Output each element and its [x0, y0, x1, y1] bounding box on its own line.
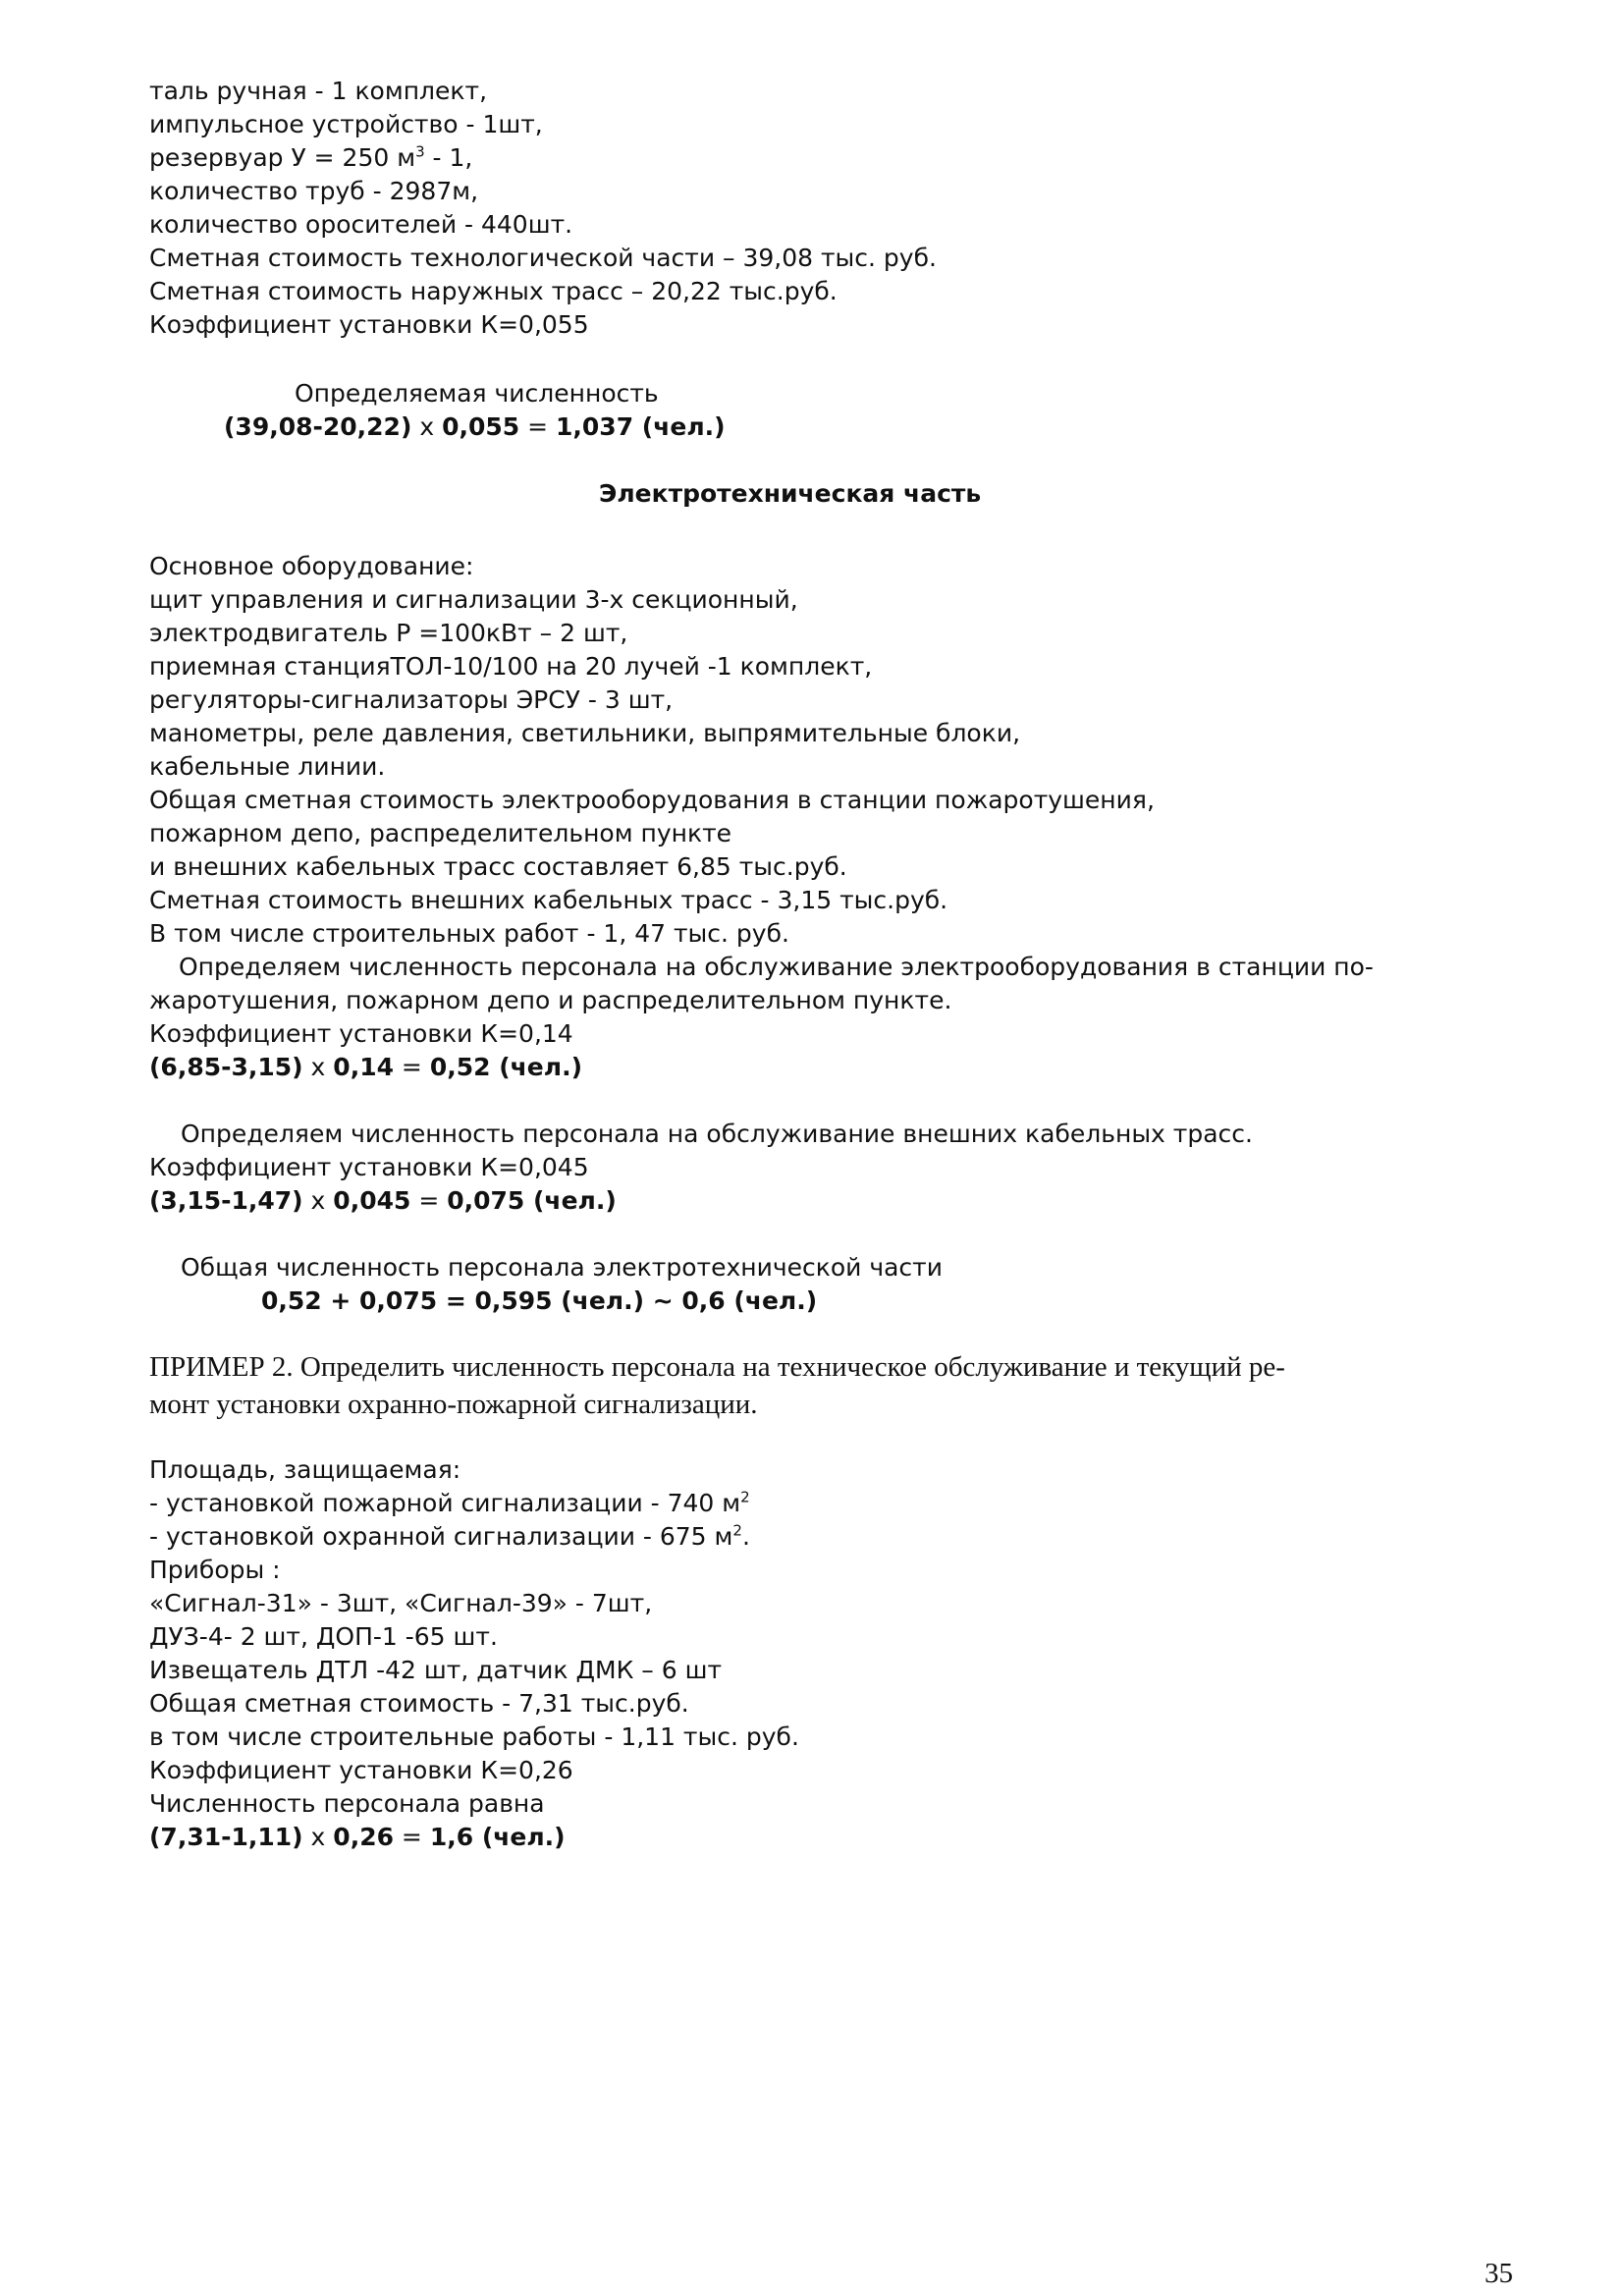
calc-formula [224, 410, 726, 443]
text-line: кабельные линии. [149, 752, 386, 781]
calc-formula [149, 1184, 617, 1217]
text-line: В том числе строительных работ - 1, 47 тыс. руб. [149, 919, 789, 948]
text-line: импульсное устройство - 1шт, [149, 110, 543, 138]
text-line: Общая сметная стоимость электрооборудования в станции пожаротушения, [149, 786, 1155, 814]
text-line: Сметная стоимость наружных трасс – 20,22 тыс.руб. [149, 277, 838, 305]
total-formula: 0,52 + 0,075 = 0,595 (чел.) ~ 0,6 (чел.) [261, 1286, 818, 1315]
text-line [149, 1520, 750, 1553]
text-span: - установкой пожарной сигнализации - 740 м [149, 1489, 741, 1517]
text-span: - установкой охранной сигнализации - 675 м [149, 1522, 733, 1551]
result: 1,6 (чел.) [429, 1823, 566, 1851]
text-line: пожарном депо, распределительном пункте [149, 819, 732, 847]
text-line: Общая сметная стоимость - 7,31 тыс.руб. [149, 1689, 689, 1718]
text-span: . [741, 1522, 750, 1551]
superscript: 3 [415, 142, 425, 161]
text-line [149, 141, 472, 174]
text-line: таль ручная - 1 комплект, [149, 77, 488, 105]
expr-b: 0,055 [442, 412, 520, 441]
text-line: количество оросителей - 440шт. [149, 210, 573, 239]
operator: х [302, 1823, 334, 1851]
expr-a: (39,08-20,22) [224, 412, 412, 441]
text-line: жаротушения, пожарном депо и распределительном пункте. [149, 986, 952, 1014]
text-line [149, 1487, 750, 1519]
calc-label: Определяемая численность [295, 379, 659, 408]
operator: = [393, 1053, 430, 1081]
expr-b: 0,14 [333, 1053, 394, 1081]
text-line: «Сигнал-31» - 3шт, «Сигнал-39» - 7шт, [149, 1589, 653, 1617]
expr-a: (7,31-1,11) [149, 1823, 303, 1851]
expr-b: 0,045 [333, 1186, 411, 1215]
calc-formula [149, 1051, 582, 1083]
page-number: 35 [1485, 2258, 1513, 2289]
text-line: Определяем численность персонала на обслуживание электрооборудования в станции по- [179, 953, 1374, 981]
operator: = [410, 1186, 448, 1215]
text-line: Извещатель ДТЛ -42 шт, датчик ДМК – 6 шт [149, 1656, 723, 1684]
result: 1,037 (чел.) [556, 412, 726, 441]
text-line: Коэффициент установки К=0,14 [149, 1019, 573, 1048]
operator: = [393, 1823, 430, 1851]
example-heading-line: монт установки охранно-пожарной сигнализации. [149, 1389, 758, 1420]
text-line: Коэффициент установки К=0,055 [149, 310, 589, 339]
text-line: в том числе строительные работы - 1,11 тыс. руб. [149, 1722, 799, 1751]
text-line: Коэффициент установки К=0,26 [149, 1756, 573, 1784]
operator: х [302, 1053, 334, 1081]
superscript: 2 [732, 1521, 742, 1540]
expr-b: 0,26 [333, 1823, 394, 1851]
text-line: количество труб - 2987м, [149, 177, 479, 205]
section-title: Электротехническая часть [599, 479, 982, 508]
result: 0,075 (чел.) [447, 1186, 617, 1215]
calc-formula [149, 1821, 566, 1853]
text-line: электродвигатель Р =100кВт – 2 шт, [149, 619, 628, 647]
operator: х [411, 412, 443, 441]
text-line: ДУЗ-4- 2 шт, ДОП-1 -65 шт. [149, 1622, 498, 1651]
text-line: щит управления и сигнализации 3-х секционный, [149, 585, 798, 614]
text-line: манометры, реле давления, светильники, выпрямительные блоки, [149, 719, 1021, 747]
text-line: Основное оборудование: [149, 552, 474, 580]
text-line: Площадь, защищаемая: [149, 1455, 461, 1484]
text-span: - 1, [424, 143, 473, 172]
total-label: Общая численность персонала электротехнической части [181, 1253, 943, 1282]
text-span: резервуар У = 250 м [149, 143, 416, 172]
text-line: Сметная стоимость внешних кабельных трасс - 3,15 тыс.руб. [149, 886, 948, 914]
text-line: приемная станцияТОЛ-10/100 на 20 лучей -1 комплект, [149, 652, 873, 681]
superscript: 2 [740, 1488, 750, 1506]
text-line: Численность персонала равна [149, 1789, 545, 1818]
text-line: Сметная стоимость технологической части – 39,08 тыс. руб. [149, 244, 937, 272]
text-line: Приборы : [149, 1556, 281, 1584]
result: 0,52 (чел.) [429, 1053, 582, 1081]
text-line: и внешних кабельных трасс составляет 6,85 тыс.руб. [149, 852, 847, 881]
text-line: Определяем численность персонала на обслуживание внешних кабельных трасс. [181, 1120, 1253, 1148]
operator: х [302, 1186, 334, 1215]
expr-a: (6,85-3,15) [149, 1053, 303, 1081]
operator: = [519, 412, 557, 441]
text-line: Коэффициент установки К=0,045 [149, 1153, 589, 1181]
expr-a: (3,15-1,47) [149, 1186, 303, 1215]
text-line: регуляторы-сигнализаторы ЭРСУ - 3 шт, [149, 685, 674, 714]
example-heading-line: ПРИМЕР 2. Определить численность персонала на техническое обслуживание и текущий ре- [149, 1351, 1285, 1383]
